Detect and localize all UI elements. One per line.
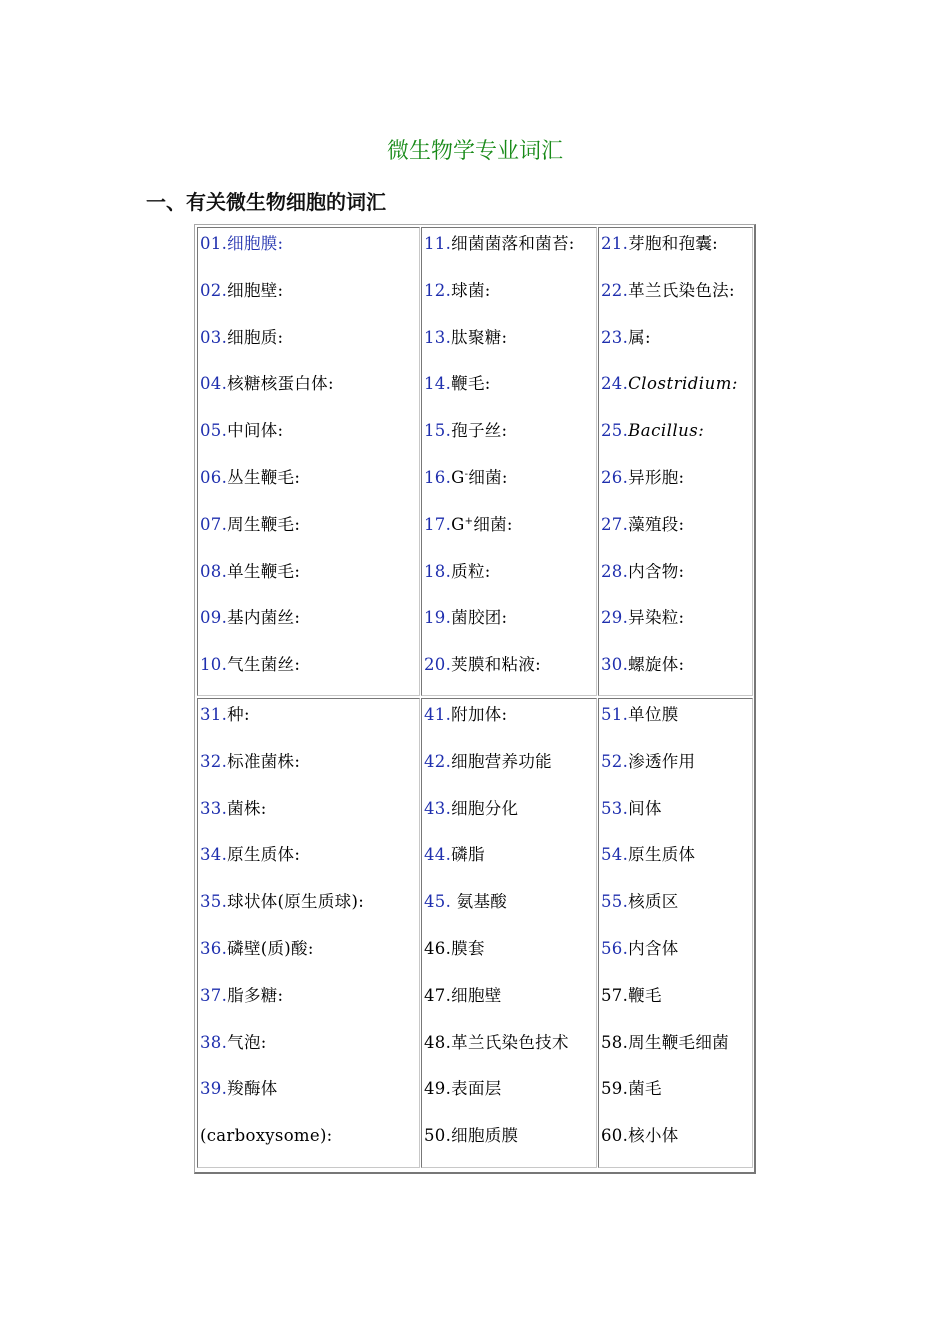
entry-term: 细菌:: [468, 468, 508, 487]
vocab-entry: [601, 986, 662, 1006]
entry-number: 18.: [424, 561, 452, 581]
gram-sign: +: [464, 515, 474, 527]
entry-number: 20.: [424, 655, 452, 675]
entry-number: 55.: [601, 892, 629, 912]
entry-term: 原生质体: [628, 845, 696, 865]
entry-number: 41.: [424, 705, 452, 724]
gram-sign: -: [464, 469, 469, 480]
entry-term: 肽聚糖:: [451, 327, 508, 347]
vocab-entry: [200, 562, 300, 582]
vocab-entry: [200, 799, 267, 819]
entry-number: 08.: [200, 561, 228, 581]
entry-number: 24.: [601, 374, 629, 394]
entry-number: 07.: [200, 514, 228, 534]
entry-term: 鞭毛: [628, 985, 662, 1005]
entry-term: 异染粒:: [628, 608, 685, 628]
vocab-entry: [601, 562, 684, 582]
entry-number: 32.: [200, 751, 228, 771]
entry-number: 14.: [424, 374, 452, 394]
entry-term: 膜套: [451, 939, 485, 958]
vocab-entry: [424, 608, 507, 628]
vocab-entry: [601, 234, 718, 254]
vocabulary-table: [194, 224, 756, 1174]
vocab-entry: [424, 1079, 502, 1099]
entry-term: 磷脂: [451, 845, 485, 865]
vocab-entry: [601, 468, 684, 488]
vocab-entry: [601, 608, 684, 628]
vocab-entry: [601, 705, 679, 725]
entry-term: 标准菌株:: [227, 751, 301, 771]
vocab-entry: [424, 1126, 518, 1146]
entry-term: 细胞分化: [451, 798, 519, 818]
vocab-entry: [601, 892, 679, 912]
vocab-entry: [424, 705, 507, 725]
entry-number: 19.: [424, 608, 452, 628]
vocab-entry: [200, 328, 283, 348]
entry-number: 05.: [200, 421, 228, 441]
vocab-entry: [200, 421, 283, 441]
vocab-entry: [424, 421, 507, 441]
table-cell-2-2: [421, 698, 597, 1168]
entry-number: 09.: [200, 608, 228, 628]
vocab-entry: [601, 655, 684, 675]
table-cell-1-2: [421, 227, 597, 696]
vocab-entry: [424, 1033, 569, 1053]
entry-number: 01.: [200, 234, 228, 253]
entry-number: 13.: [424, 327, 452, 347]
entry-number: 45.: [424, 892, 452, 912]
entry-term: 核糖核蛋白体:: [227, 374, 334, 394]
entry-number: 57.: [601, 985, 629, 1005]
entry-number: 37.: [200, 985, 228, 1005]
entry-number: 43.: [424, 798, 452, 818]
entry-term: 细胞壁:: [227, 280, 284, 300]
entry-term: 细胞质膜: [451, 1126, 519, 1146]
entry-number: 29.: [601, 608, 629, 628]
vocab-entry: [601, 515, 684, 535]
entry-number: 23.: [601, 327, 629, 347]
entry-term: 周生鞭毛:: [227, 514, 301, 534]
vocab-entry: [200, 374, 334, 394]
entry-term: 周生鞭毛细菌: [628, 1032, 729, 1052]
entry-term: 表面层: [451, 1079, 502, 1099]
gram-prefix: G: [451, 514, 465, 534]
entry-term: 丛生鞭毛:: [227, 468, 301, 487]
entry-number: 42.: [424, 751, 452, 771]
vocab-entry: [601, 421, 704, 441]
entry-term: 螺旋体:: [628, 655, 685, 675]
page-title: 微生物学专业词汇: [386, 139, 563, 164]
entry-number: 28.: [601, 561, 629, 581]
entry-term: 脂多糖:: [227, 985, 284, 1005]
entry-term: 细胞壁: [451, 985, 502, 1005]
vocab-entry: [200, 752, 300, 772]
entry-number: 59.: [601, 1079, 629, 1099]
entry-number: 06.: [200, 468, 228, 487]
table-cell-1-3: [598, 227, 753, 696]
vocab-entry: [424, 281, 491, 301]
vocab-entry: [601, 328, 651, 348]
vocab-entry: [200, 986, 283, 1006]
entry-term: 细胞营养功能: [451, 751, 552, 771]
entry-number: 48.: [424, 1032, 452, 1052]
vocab-entry: [424, 845, 485, 865]
entry-number: 21.: [601, 234, 629, 253]
vocab-entry: [601, 845, 695, 865]
entry-term: 中间体:: [227, 421, 284, 441]
entry-term: 芽胞和孢囊:: [628, 234, 718, 253]
vocab-entry: [424, 515, 513, 535]
vocab-entry: [424, 752, 552, 772]
entry-number: 03.: [200, 327, 228, 347]
entry-term: 单位膜: [628, 705, 679, 724]
entry-term: 内含物:: [628, 561, 685, 581]
vocab-entry: [601, 1033, 729, 1053]
entry-number: 49.: [424, 1079, 452, 1099]
entry-term: 细胞膜:: [227, 234, 284, 253]
entry-number: 10.: [200, 655, 228, 675]
gram-prefix: G: [451, 468, 465, 487]
entry-term: 菌株:: [227, 798, 267, 818]
table-block-1: [197, 227, 752, 696]
entry-number: 44.: [424, 845, 452, 865]
entry-term: 鞭毛:: [451, 374, 491, 394]
entry-term: 羧酶体: [227, 1079, 278, 1099]
vocab-entry: [424, 328, 507, 348]
entry-number: 11.: [424, 234, 452, 253]
vocab-entry: [200, 1126, 333, 1146]
entry-term: 属:: [628, 327, 651, 347]
entry-term: 原生质体:: [227, 845, 301, 865]
vocab-entry: [601, 752, 695, 772]
table-cell-2-3: [598, 698, 753, 1168]
entry-number: 47.: [424, 985, 452, 1005]
entry-term: 菌毛: [628, 1079, 662, 1099]
entry-term: 间体: [628, 798, 662, 818]
entry-number: 31.: [200, 705, 228, 724]
entry-number: 34.: [200, 845, 228, 865]
entry-number: 46.: [424, 939, 452, 958]
vocab-entry: [424, 939, 485, 959]
vocab-entry: [200, 705, 250, 725]
entry-term: 细菌:: [473, 514, 513, 534]
vocab-entry: [601, 939, 679, 959]
entry-term: 菌胶团:: [451, 608, 508, 628]
entry-term: 内含体: [628, 939, 679, 958]
entry-term: 异形胞:: [628, 468, 685, 487]
entry-term: 附加体:: [451, 705, 508, 724]
entry-number: 51.: [601, 705, 629, 724]
entry-term: 球菌:: [451, 280, 491, 300]
vocab-entry: [424, 799, 518, 819]
entry-number: 50.: [424, 1126, 452, 1146]
entry-number: 52.: [601, 751, 629, 771]
vocab-entry: [424, 892, 507, 912]
entry-number: 38.: [200, 1032, 228, 1052]
vocab-entry: [424, 468, 508, 488]
entry-number: 53.: [601, 798, 629, 818]
entry-number: 16.: [424, 468, 452, 487]
entry-number: 22.: [601, 280, 629, 300]
entry-number: 35.: [200, 892, 228, 912]
vocab-entry: [424, 986, 502, 1006]
entry-number: 04.: [200, 374, 228, 394]
entry-term: 细菌菌落和菌苔:: [451, 234, 575, 253]
entry-term: 质粒:: [451, 561, 491, 581]
entry-term: Clostridium:: [628, 374, 738, 394]
vocab-entry: [200, 468, 300, 488]
vocab-entry: [200, 1033, 267, 1053]
entry-term: 核质区: [628, 892, 679, 912]
section-heading: 一、有关微生物细胞的词汇: [146, 190, 386, 214]
entry-term: 球状体(原生质球):: [227, 892, 365, 912]
entry-term: Bacillus:: [628, 421, 705, 441]
vocab-entry: [200, 1079, 278, 1099]
vocab-entry: [200, 845, 300, 865]
entry-number: 30.: [601, 655, 629, 675]
vocab-entry: [601, 1079, 662, 1099]
entry-number: 58.: [601, 1032, 629, 1052]
entry-term: (carboxysome):: [200, 1126, 333, 1146]
entry-term: 细胞质:: [227, 327, 284, 347]
entry-term: 气生菌丝:: [227, 655, 301, 675]
vocab-entry: [424, 562, 491, 582]
entry-number: 27.: [601, 514, 629, 534]
entry-number: 25.: [601, 421, 629, 441]
entry-term: 基内菌丝:: [227, 608, 301, 628]
entry-number: 17.: [424, 514, 452, 534]
entry-term: 荚膜和粘液:: [451, 655, 541, 675]
table-cell-1-1: [197, 227, 420, 696]
vocab-entry: [200, 234, 283, 254]
entry-term: 革兰氏染色技术: [451, 1032, 569, 1052]
vocab-entry: [200, 939, 314, 959]
entry-number: 56.: [601, 939, 629, 958]
entry-term: 核小体: [628, 1126, 679, 1146]
vocab-entry: [601, 1126, 679, 1146]
vocab-entry: [200, 655, 300, 675]
entry-number: 12.: [424, 280, 452, 300]
entry-term: 渗透作用: [628, 751, 696, 771]
entry-term: 单生鞭毛:: [227, 561, 301, 581]
vocab-entry: [200, 281, 283, 301]
vocab-entry: [200, 892, 364, 912]
entry-term: 气泡:: [227, 1032, 267, 1052]
vocab-entry: [601, 374, 738, 394]
entry-term: 藻殖段:: [628, 514, 685, 534]
entry-term: 磷壁(质)酸:: [227, 939, 314, 958]
entry-number: 15.: [424, 421, 452, 441]
vocab-entry: [601, 281, 735, 301]
entry-number: 02.: [200, 280, 228, 300]
vocab-entry: [424, 374, 491, 394]
entry-number: 60.: [601, 1126, 629, 1146]
entry-number: 36.: [200, 939, 228, 958]
entry-number: 39.: [200, 1079, 228, 1099]
entry-term: 革兰氏染色法:: [628, 280, 735, 300]
vocab-entry: [424, 234, 575, 254]
entry-number: 33.: [200, 798, 228, 818]
vocab-entry: [601, 799, 662, 819]
vocab-entry: [200, 608, 300, 628]
entry-term: 种:: [227, 705, 250, 724]
table-block-2: [197, 698, 752, 1168]
entry-term: 氨基酸: [451, 892, 508, 912]
entry-number: 54.: [601, 845, 629, 865]
table-cell-2-1: [197, 698, 420, 1168]
entry-term: 孢子丝:: [451, 421, 508, 441]
vocab-entry: [424, 655, 541, 675]
vocab-entry: [200, 515, 300, 535]
entry-number: 26.: [601, 468, 629, 487]
